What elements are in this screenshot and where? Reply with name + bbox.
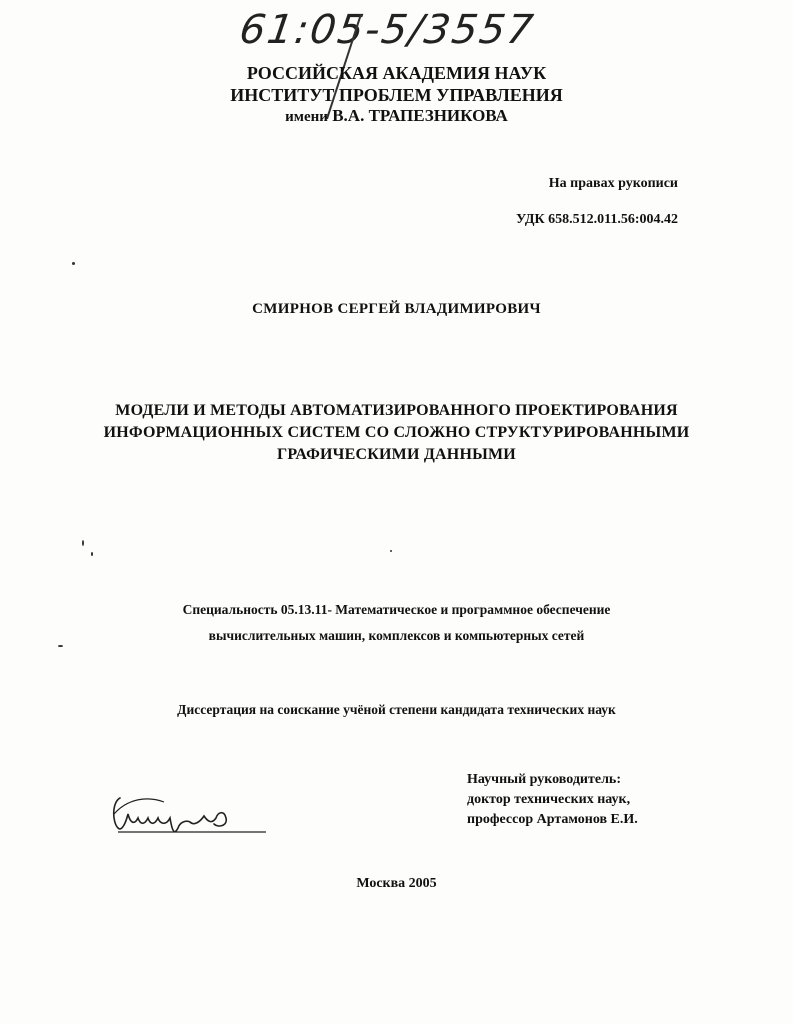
dissertation-title (0, 400, 793, 466)
city-year: Москва 2005 (356, 876, 437, 891)
author-signature (108, 792, 268, 838)
degree-statement: Диссертация на соискание учёной степени кандидата технических наук (177, 702, 616, 717)
scan-speck (82, 540, 84, 546)
title-line-2: ИНФОРМАЦИОННЫХ СИСТЕМ СО СЛОЖНО СТРУКТУРИРОВАННЫМИ (103, 424, 690, 441)
supervisor-block (467, 770, 638, 830)
supervisor-degree: доктор технических наук, (467, 792, 631, 807)
supervisor-label: Научный руководитель: (467, 772, 621, 787)
author-name: СМИРНОВ СЕРГЕЙ ВЛАДИМИРОВИЧ (252, 301, 541, 317)
organization-name-prefix: имени (285, 109, 328, 125)
scan-speck (91, 552, 93, 556)
organization-name: В.А. ТРАПЕЗНИКОВА (332, 106, 508, 125)
title-line-3: ГРАФИЧЕСКИМИ ДАННЫМИ (277, 446, 516, 463)
specialty-line-2: вычислительных машин, комплексов и компьютерных сетей (208, 628, 585, 643)
title-line-1: МОДЕЛИ И МЕТОДЫ АВТОМАТИЗИРОВАННОГО ПРОЕКТИРОВАНИЯ (115, 402, 678, 419)
organization-line-2: ИНСТИТУТ ПРОБЛЕМ УПРАВЛЕНИЯ (230, 85, 563, 105)
specialty (0, 597, 793, 649)
organization-line-1: РОССИЙСКАЯ АКАДЕМИЯ НАУК (246, 63, 547, 83)
scan-speck (58, 645, 63, 647)
archive-handwritten-mark: 61:05-5/3557 (236, 7, 538, 53)
udk-code: УДК 658.512.011.56:004.42 (515, 212, 678, 227)
scan-speck (390, 550, 392, 552)
manuscript-rights: На правах рукописи (548, 176, 678, 191)
scan-speck (72, 262, 75, 265)
specialty-line-1: Специальность 05.13.11- Математическое и программное обеспечение (182, 602, 611, 617)
supervisor-name: профессор Артамонов Е.И. (467, 812, 638, 827)
organization-line-3 (0, 105, 793, 128)
